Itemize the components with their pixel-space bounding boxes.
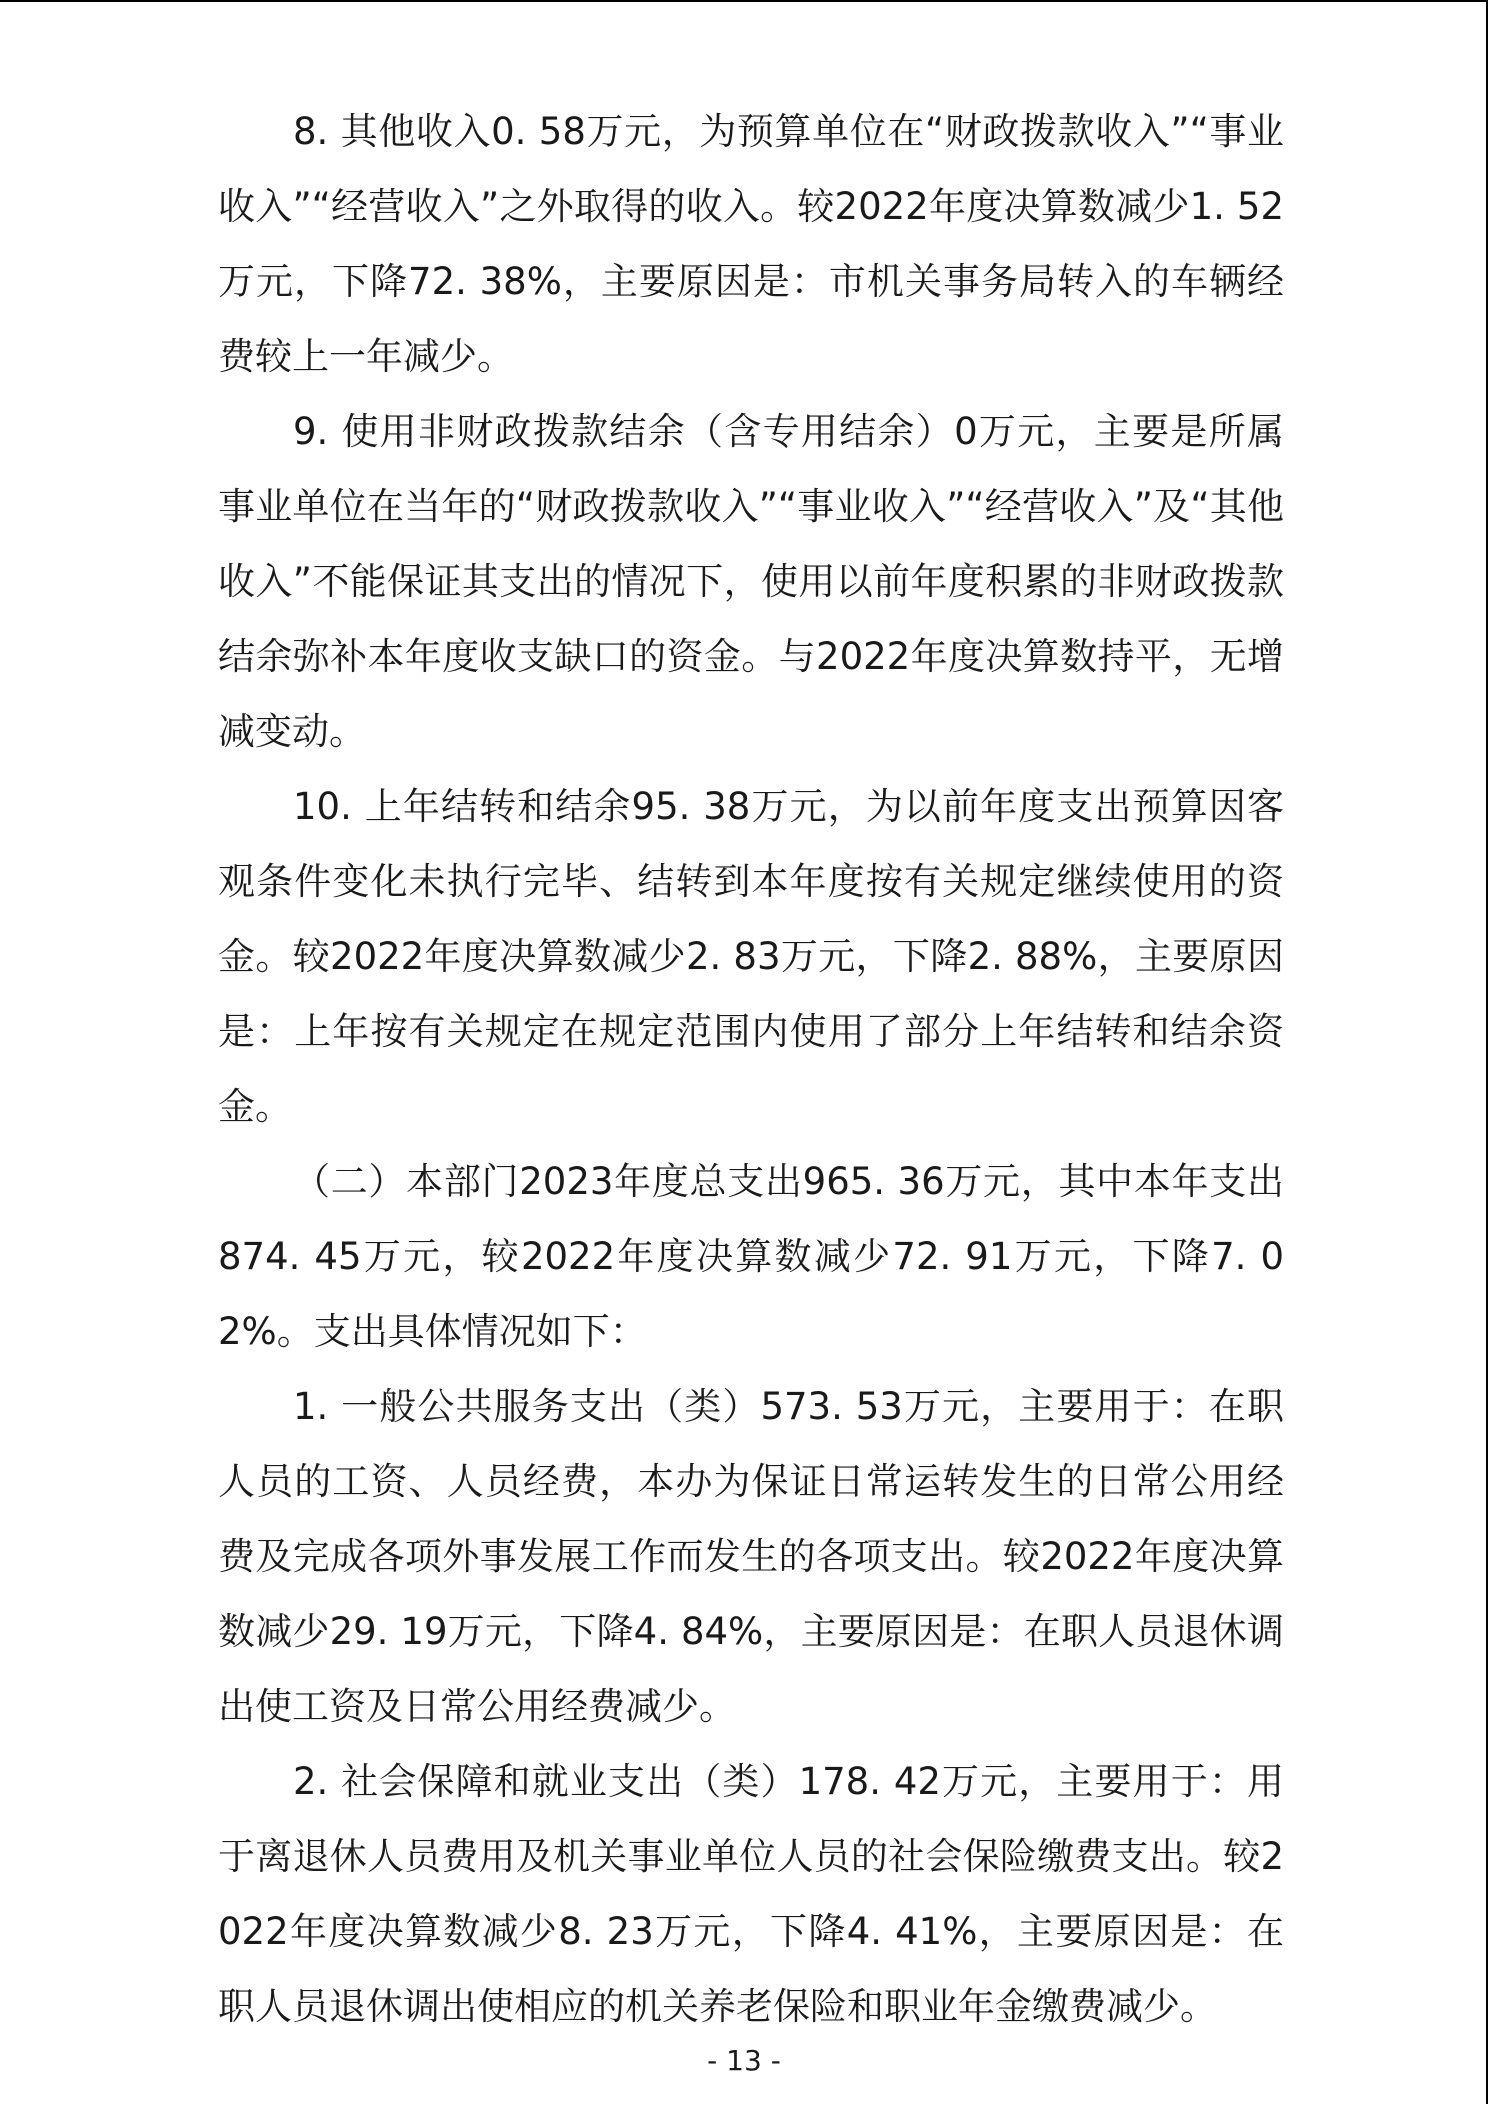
page-number: - 13 - bbox=[707, 2044, 781, 2077]
paragraph-general-public-services: 1. 一般公共服务支出（类）573. 53万元，主要用于：在职人员的工资、人员经费，本办为保证日常运转发生的日常公用经费及完成各项外事发展工作而发生的各项支出。较2022年度决算数减少29. 19万元，下降4. 84%，主要原因是：在职人员退休调出使工资及日常公用经费减少。 bbox=[218, 1385, 1284, 1728]
paragraph-carryover: 10. 上年结转和结余95. 38万元，为以前年度支出预算因客观条件变化未执行完毕、结转到本年度按有关规定继续使用的资金。较2022年度决算数减少2. 83万元，下降2. 88%，主要原因是：上年按有关规定在规定范围内使用了部分上年结转和结余资金。 bbox=[218, 785, 1284, 1128]
paragraph-non-fiscal-surplus: 9. 使用非财政拨款结余（含专用结余）0万元，主要是所属事业单位在当年的“财政拨款收入”“事业收入”“经营收入”及“其他收入”不能保证其支出的情况下，使用以前年度积累的非财政拨款结余弥补本年度收支缺口的资金。与2022年度决算数持平，无增减变动。 bbox=[218, 410, 1284, 753]
paragraph-social-security: 2. 社会保障和就业支出（类）178. 42万元，主要用于：用于离退休人员费用及机关事业单位人员的社会保险缴费支出。较2022年度决算数减少8. 23万元，下降4. 41%，主要原因是：在职人员退休调出使相应的机关养老保险和职业年金缴费减少。 bbox=[218, 1760, 1284, 2028]
paragraph-total-expenditure: （二）本部门2023年度总支出965. 36万元，其中本年支出874. 45万元，较2022年度决算数减少72. 91万元，下降7. 02%。支出具体情况如下： bbox=[218, 1160, 1284, 1353]
document-body bbox=[218, 94, 1284, 2044]
paragraph-other-income: 8. 其他收入0. 58万元，为预算单位在“财政拨款收入”“事业收入”“经营收入”之外取得的收入。较2022年度决算数减少1. 52万元，下降72. 38%，主要原因是：市机关事务局转入的车辆经费较上一年减少。 bbox=[218, 110, 1284, 378]
